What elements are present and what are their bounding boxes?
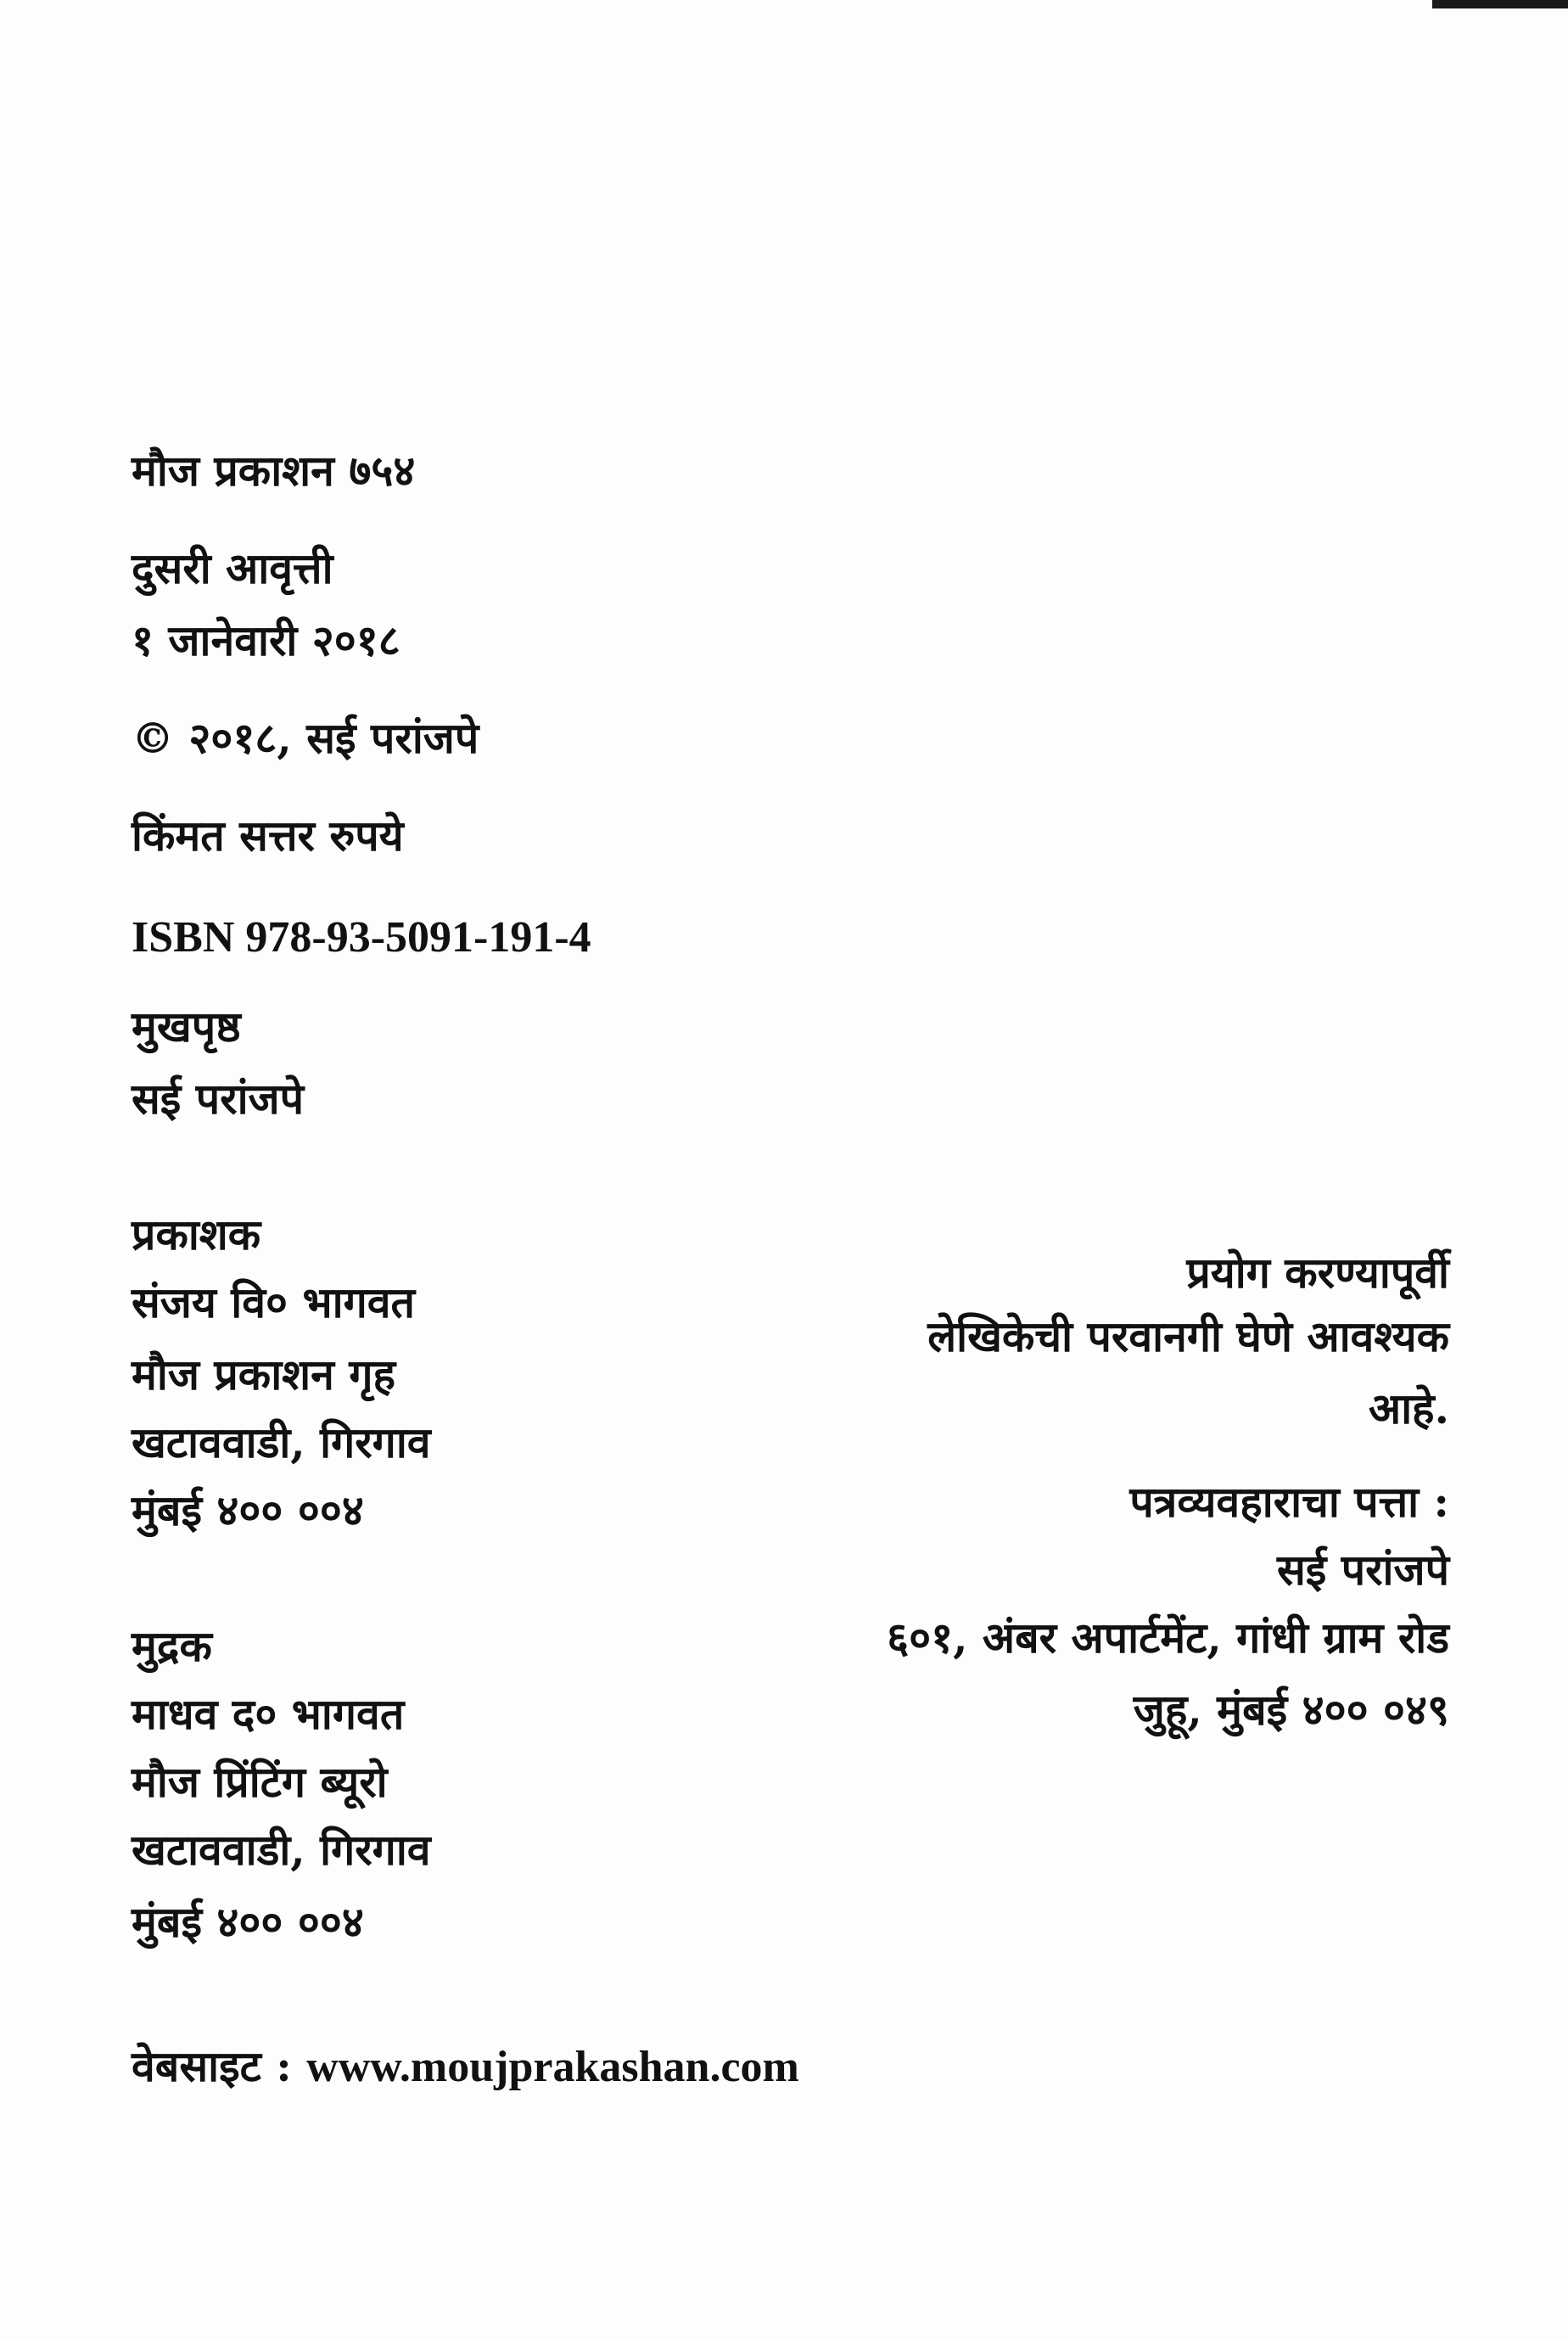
publisher-locality: खटाववाडी, गिरगाव xyxy=(132,1417,431,1467)
correspondence-city: जुहू, मुंबई ४०० ०४९ xyxy=(1133,1685,1449,1735)
publisher-name: संजय वि० भागवत xyxy=(132,1277,416,1327)
correspondence-name: सई परांजपे xyxy=(1276,1545,1449,1595)
performance-notice-line-2: लेखिकेची परवानगी घेणे आवश्यक xyxy=(927,1311,1449,1361)
website-label: वेबसाइट : xyxy=(132,2041,292,2091)
edition-date: १ जानेवारी २०१८ xyxy=(132,615,400,665)
publisher-heading: प्रकाशक xyxy=(132,1209,261,1259)
printer-bureau: मौज प्रिंटिंग ब्यूरो xyxy=(132,1757,388,1807)
performance-notice-line-1: प्रयोग करण्यापूर्वी xyxy=(1186,1248,1449,1298)
printer-locality: खटाववाडी, गिरगाव xyxy=(132,1825,431,1875)
scan-edge-mark xyxy=(1432,0,1568,8)
website xyxy=(132,2041,799,2093)
printer-heading: मुद्रक xyxy=(132,1621,212,1671)
cover-artist: सई परांजपे xyxy=(132,1074,305,1124)
copyright: © २०१८, सई परांजपे xyxy=(132,713,479,763)
cover-heading: मुखपृष्ठ xyxy=(132,1001,241,1052)
website-url: www.moujprakashan.com xyxy=(306,2043,799,2091)
publisher-house: मौज प्रकाशन गृह xyxy=(132,1349,396,1399)
price: किंमत सत्तर रुपये xyxy=(132,811,404,861)
edition: दुसरी आवृत्ती xyxy=(132,543,333,593)
printer-name: माधव द० भागवत xyxy=(132,1689,405,1739)
publisher-city: मुंबई ४०० ००४ xyxy=(132,1485,364,1535)
series-number: मौज प्रकाशन ७५४ xyxy=(132,446,416,496)
correspondence-address: ६०१, अंबर अपार्टमेंट, गांधी ग्राम रोड xyxy=(887,1613,1449,1663)
performance-notice-line-3: आहे. xyxy=(1368,1383,1449,1433)
printer-city: मुंबई ४०० ००४ xyxy=(132,1897,364,1947)
correspondence-heading: पत्रव्यवहाराचा पत्ता : xyxy=(1129,1477,1449,1527)
isbn: ISBN 978-93-5091-191-4 xyxy=(132,913,591,962)
